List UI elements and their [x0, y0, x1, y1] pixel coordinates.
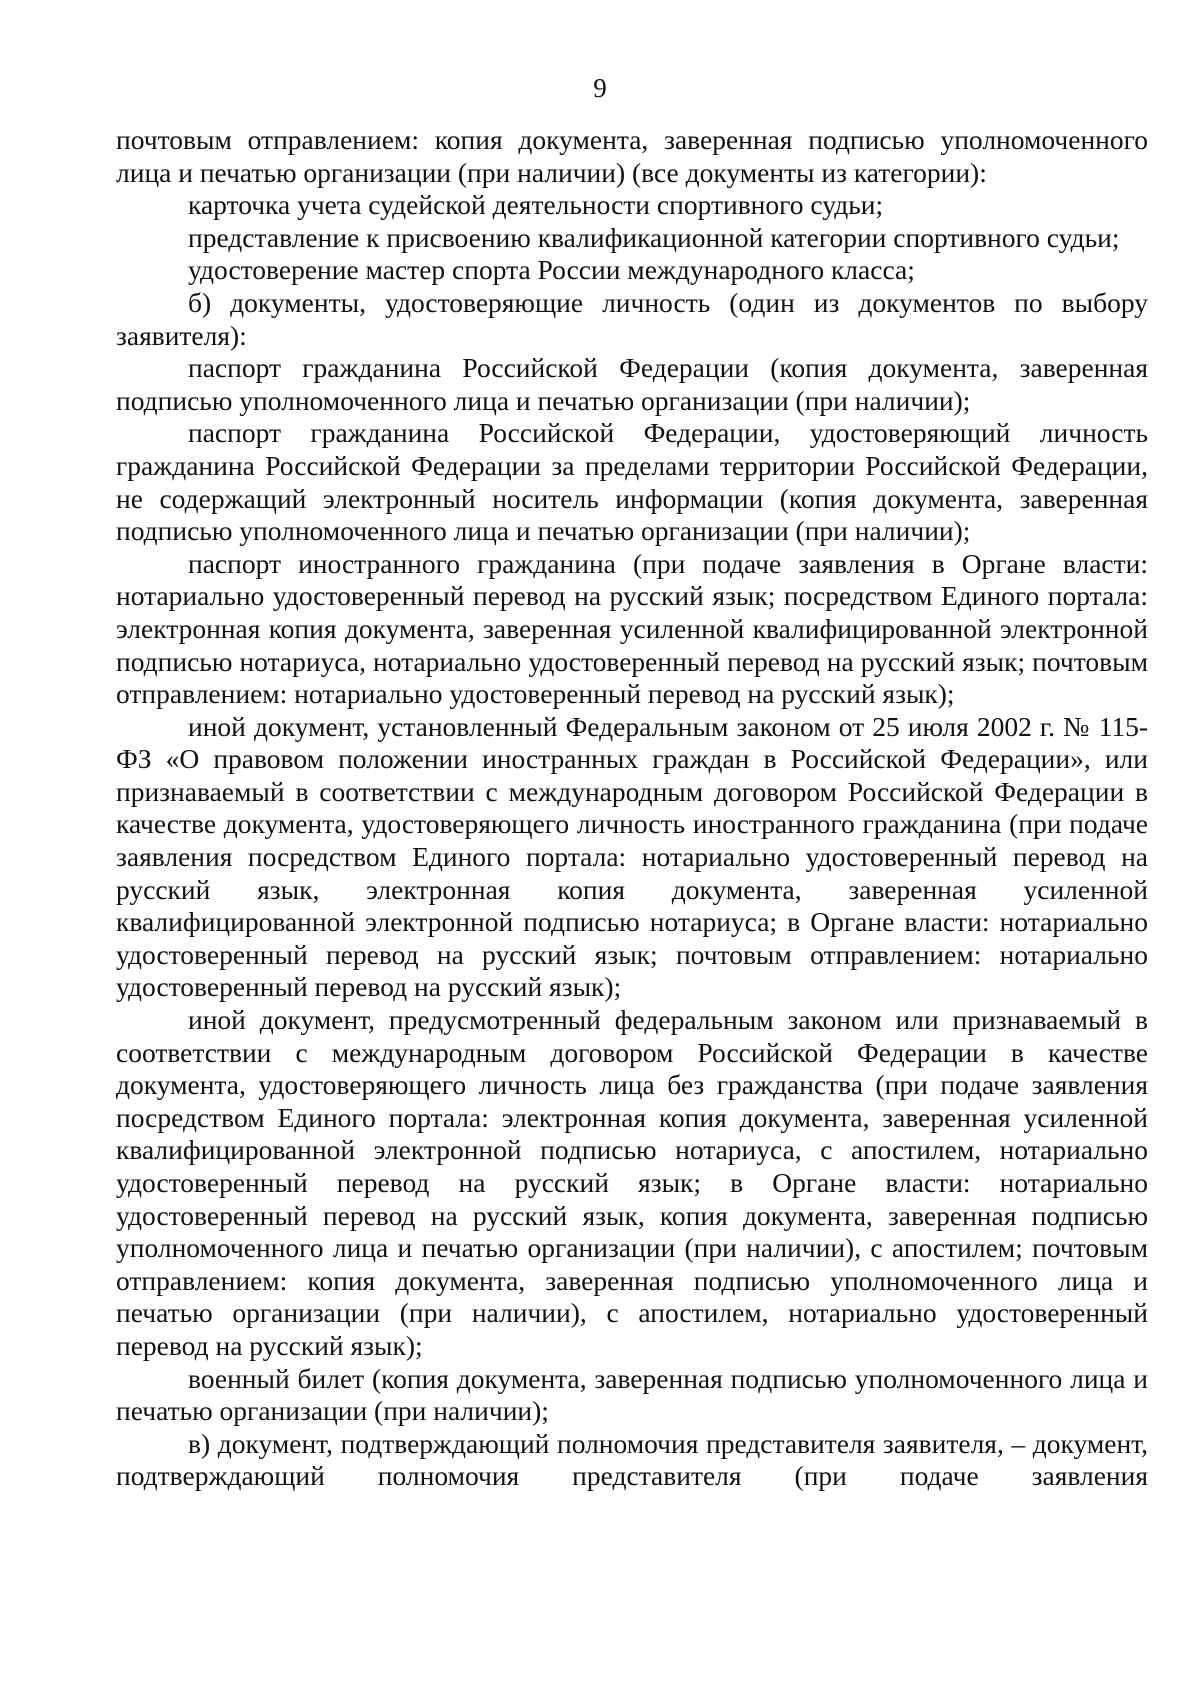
paragraph: военный билет (копия документа, заверенная подписью уполномоченного лица и печатью организации (при наличии);: [116, 1362, 1148, 1427]
paragraph: паспорт иностранного гражданина (при подаче заявления в Органе власти: нотариально удостоверенный перевод на русский язык; посредством Единого портала: электронная копия документа, заверенная усиленной квалифицированной электронной подписью нотариуса, нотариально удостоверенный перевод на русский язык; почтовым отправлением: нотариально удостоверенный перевод на русский язык);: [116, 547, 1148, 710]
paragraph: паспорт гражданина Российской Федерации, удостоверяющий личность гражданина Российской Федерации за пределами территории Российской Федерации, не содержащий электронный носитель информации (копия документа, заверенная подписью уполномоченного лица и печатью организации (при наличии);: [116, 417, 1148, 547]
paragraph: представление к присвоению квалификационной категории спортивного судьи;: [188, 221, 1120, 253]
paragraph: в) документ, подтверждающий полномочия представителя заявителя, – документ, подтверждающий полномочия представителя (при подаче заявления: [116, 1427, 1148, 1492]
document-body: [116, 124, 1148, 1493]
paragraph: иной документ, предусмотренный федеральным законом или признаваемый в соответствии с международным договором Российской Федерации в качестве документа, удостоверяющего личность лица без гражданства (при подаче заявления посредством Единого портала: электронная копия документа, заверенная усиленной квалифицированной электронной подписью нотариуса, с апостилем, нотариально удостоверенный перевод на русский язык; в Органе власти: нотариально удостоверенный перевод на русский язык, копия документа, заверенная подписью уполномоченного лица и печатью организации (при наличии), с апостилем; почтовым отправлением: копия документа, заверенная подписью уполномоченного лица и печатью организации (при наличии), с апостилем, нотариально удостоверенный перевод на русский язык);: [116, 1004, 1148, 1361]
paragraph: удостоверение мастер спорта России международного класса;: [188, 254, 915, 286]
paragraph: паспорт гражданина Российской Федерации (копия документа, заверенная подписью уполномоченного лица и печатью организации (при наличии);: [116, 352, 1148, 416]
paragraph: почтовым отправлением: копия документа, заверенная подписью уполномоченного лица и печатью организации (при наличии) (все документы из категории):: [116, 124, 1148, 188]
paragraph: карточка учета судейской деятельности спортивного судьи;: [188, 189, 884, 221]
paragraph: б) документы, удостоверяющие личность (один из документов по выбору заявителя):: [116, 286, 1148, 351]
page-number: 9: [593, 73, 607, 103]
paragraph: иной документ, установленный Федеральным законом от 25 июля 2002 г. № 115-ФЗ «О правовом положении иностранных граждан в Российской Федерации», или признаваемый в соответствии с международным договором Российской Федерации в качестве документа, удостоверяющего личность иностранного гражданина (при подаче заявления посредством Единого портала: нотариально удостоверенный перевод на русский язык, электронная копия документа, заверенная усиленной квалифицированной электронной подписью нотариуса; в Органе власти: нотариально удостоверенный перевод на русский язык; почтовым отправлением: нотариально удостоверенный перевод на русский язык);: [116, 710, 1148, 1003]
